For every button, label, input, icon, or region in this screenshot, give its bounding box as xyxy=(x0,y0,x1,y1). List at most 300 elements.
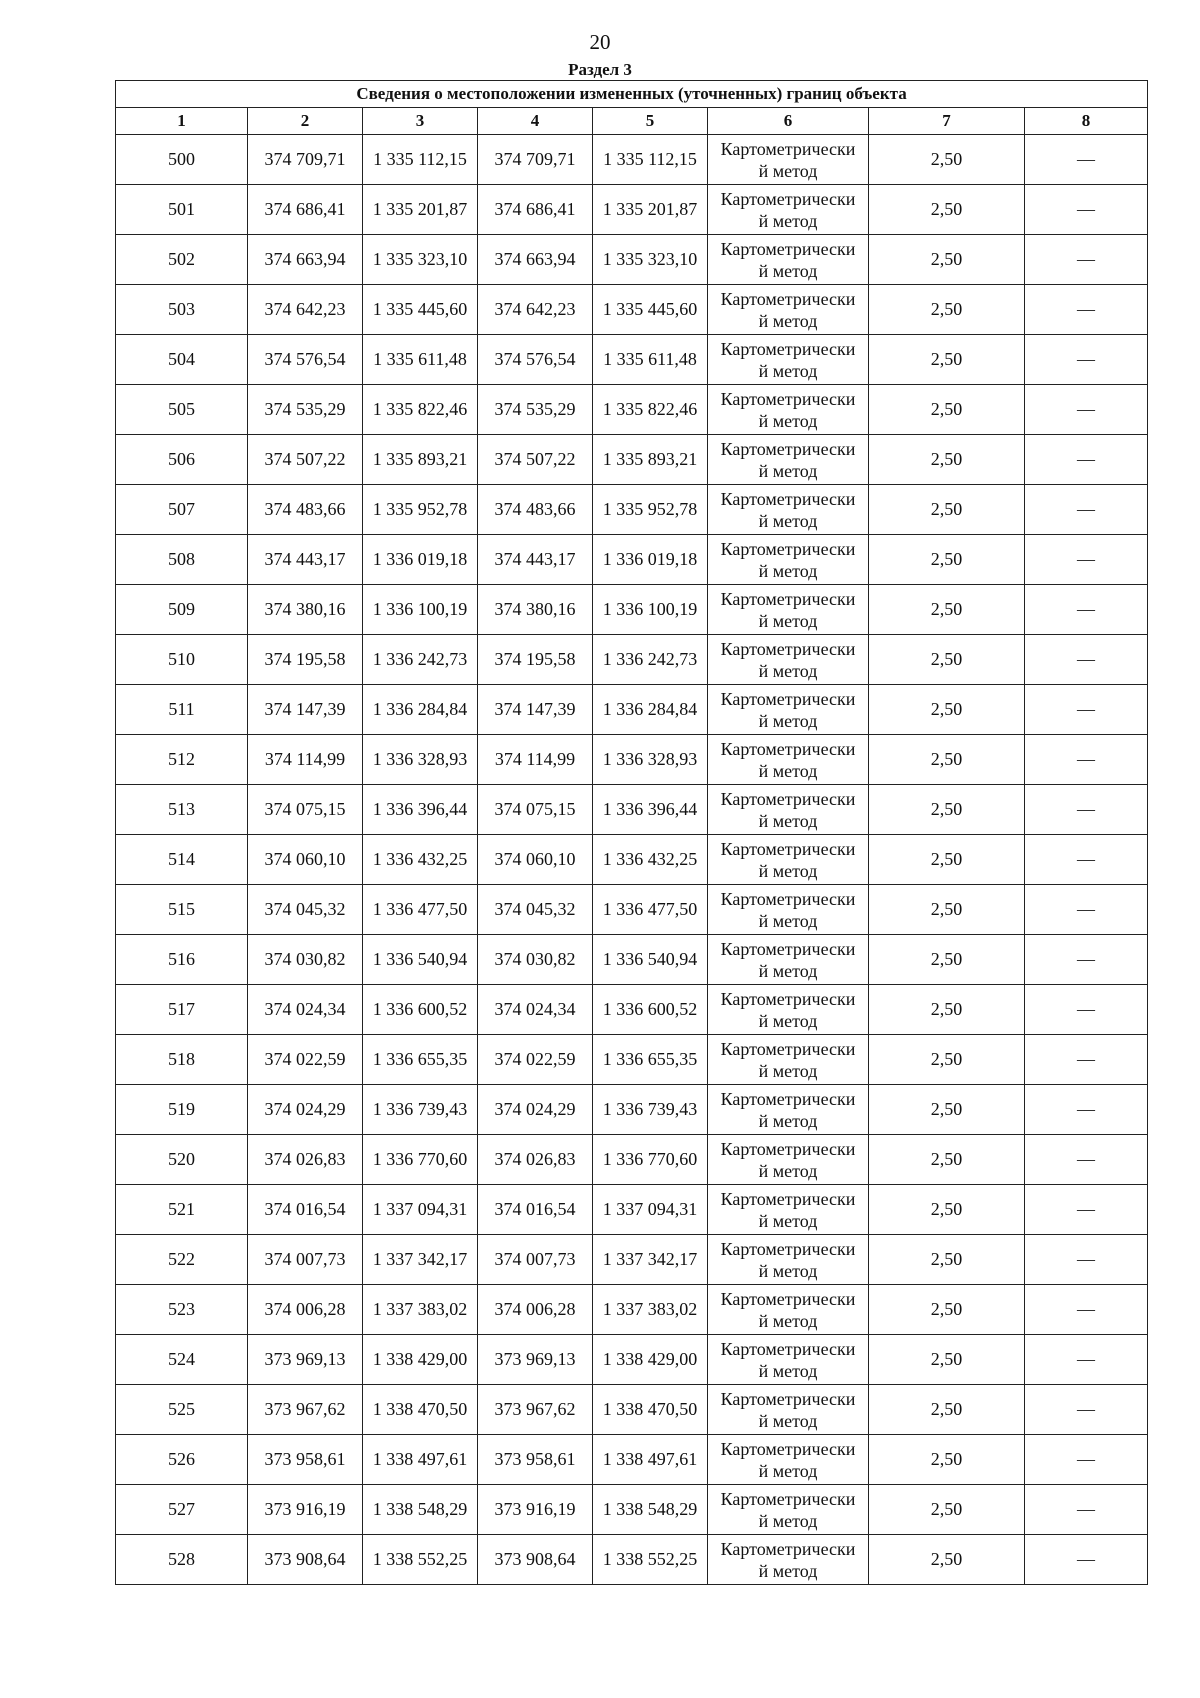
point-number-cell: 517 xyxy=(116,985,248,1035)
accuracy-cell: 2,50 xyxy=(869,1435,1025,1485)
description-cell: — xyxy=(1025,685,1148,735)
table-row xyxy=(116,1385,1148,1435)
y-old-cell: 1 336 432,25 xyxy=(363,835,478,885)
table-row xyxy=(116,285,1148,335)
method-text: Картометрически xyxy=(720,538,856,559)
method-text: й метод xyxy=(758,510,818,531)
x-new-cell: 374 642,23 xyxy=(478,285,593,335)
description-cell: — xyxy=(1025,235,1148,285)
x-old-cell: 374 114,99 xyxy=(248,735,363,785)
point-number-cell: 513 xyxy=(116,785,248,835)
table-row xyxy=(116,235,1148,285)
point-number-cell: 528 xyxy=(116,1535,248,1585)
y-old-cell: 1 337 342,17 xyxy=(363,1235,478,1285)
description-cell: — xyxy=(1025,285,1148,335)
description-cell: — xyxy=(1025,485,1148,535)
y-new-cell: 1 336 655,35 xyxy=(593,1035,708,1085)
method-text: й метод xyxy=(758,860,818,881)
method-text: Картометрически xyxy=(720,888,856,909)
point-number-cell: 507 xyxy=(116,485,248,535)
table-row xyxy=(116,985,1148,1035)
point-number-cell: 502 xyxy=(116,235,248,285)
method-text: й метод xyxy=(758,960,818,981)
method-cell xyxy=(708,135,869,185)
point-number-cell: 506 xyxy=(116,435,248,485)
y-new-cell: 1 335 611,48 xyxy=(593,335,708,385)
method-text: Картометрически xyxy=(720,988,856,1009)
description-cell: — xyxy=(1025,935,1148,985)
table-caption: Сведения о местоположении измененных (уточненных) границ объекта xyxy=(116,81,1148,108)
x-new-cell: 374 663,94 xyxy=(478,235,593,285)
accuracy-cell: 2,50 xyxy=(869,985,1025,1035)
y-new-cell: 1 337 094,31 xyxy=(593,1185,708,1235)
column-header: 6 xyxy=(708,108,869,135)
method-text: й метод xyxy=(758,1010,818,1031)
x-new-cell: 373 958,61 xyxy=(478,1435,593,1485)
method-cell xyxy=(708,1285,869,1335)
table-row xyxy=(116,1135,1148,1185)
section-title: Раздел 3 xyxy=(568,60,632,79)
x-new-cell: 374 686,41 xyxy=(478,185,593,235)
method-cell xyxy=(708,535,869,585)
method-cell xyxy=(708,335,869,385)
y-new-cell: 1 335 952,78 xyxy=(593,485,708,535)
description-cell: — xyxy=(1025,1385,1148,1435)
method-text: й метод xyxy=(758,210,818,231)
method-cell xyxy=(708,985,869,1035)
y-new-cell: 1 335 112,15 xyxy=(593,135,708,185)
y-new-cell: 1 337 342,17 xyxy=(593,1235,708,1285)
accuracy-cell: 2,50 xyxy=(869,1285,1025,1335)
description-cell: — xyxy=(1025,385,1148,435)
method-cell xyxy=(708,585,869,635)
table-row xyxy=(116,1285,1148,1335)
point-number-cell: 514 xyxy=(116,835,248,885)
y-old-cell: 1 335 822,46 xyxy=(363,385,478,435)
accuracy-cell: 2,50 xyxy=(869,235,1025,285)
description-cell: — xyxy=(1025,1535,1148,1585)
table-row xyxy=(116,885,1148,935)
x-old-cell: 374 075,15 xyxy=(248,785,363,835)
x-old-cell: 373 967,62 xyxy=(248,1385,363,1435)
x-new-cell: 373 967,62 xyxy=(478,1385,593,1435)
x-new-cell: 374 195,58 xyxy=(478,635,593,685)
x-new-cell: 374 045,32 xyxy=(478,885,593,935)
x-old-cell: 374 030,82 xyxy=(248,935,363,985)
x-new-cell: 374 507,22 xyxy=(478,435,593,485)
accuracy-cell: 2,50 xyxy=(869,1235,1025,1285)
y-old-cell: 1 336 600,52 xyxy=(363,985,478,1035)
y-new-cell: 1 336 432,25 xyxy=(593,835,708,885)
method-text: Картометрически xyxy=(720,638,856,659)
table-row xyxy=(116,185,1148,235)
y-old-cell: 1 336 540,94 xyxy=(363,935,478,985)
table-row xyxy=(116,1185,1148,1235)
method-text: Картометрически xyxy=(720,1488,856,1509)
x-new-cell: 374 443,17 xyxy=(478,535,593,585)
point-number-cell: 523 xyxy=(116,1285,248,1335)
method-text: Картометрически xyxy=(720,838,856,859)
x-new-cell: 374 022,59 xyxy=(478,1035,593,1085)
method-cell xyxy=(708,835,869,885)
accuracy-cell: 2,50 xyxy=(869,485,1025,535)
method-text: Картометрически xyxy=(720,738,856,759)
x-old-cell: 374 026,83 xyxy=(248,1135,363,1185)
point-number-cell: 511 xyxy=(116,685,248,735)
y-new-cell: 1 336 739,43 xyxy=(593,1085,708,1135)
method-text: Картометрически xyxy=(720,1288,856,1309)
accuracy-cell: 2,50 xyxy=(869,1035,1025,1085)
method-cell xyxy=(708,1385,869,1435)
description-cell: — xyxy=(1025,985,1148,1035)
description-cell: — xyxy=(1025,1235,1148,1285)
method-text: Картометрически xyxy=(720,338,856,359)
method-cell xyxy=(708,735,869,785)
point-number-cell: 516 xyxy=(116,935,248,985)
method-text: й метод xyxy=(758,1410,818,1431)
page-number: 20 xyxy=(589,30,611,54)
method-cell xyxy=(708,1135,869,1185)
accuracy-cell: 2,50 xyxy=(869,285,1025,335)
table-row xyxy=(116,1085,1148,1135)
method-cell xyxy=(708,1085,869,1135)
table-row xyxy=(116,1435,1148,1485)
x-new-cell: 374 024,29 xyxy=(478,1085,593,1135)
method-text: й метод xyxy=(758,610,818,631)
method-text: й метод xyxy=(758,1310,818,1331)
y-new-cell: 1 336 019,18 xyxy=(593,535,708,585)
y-old-cell: 1 338 470,50 xyxy=(363,1385,478,1435)
accuracy-cell: 2,50 xyxy=(869,135,1025,185)
method-text: Картометрически xyxy=(720,588,856,609)
x-old-cell: 374 024,34 xyxy=(248,985,363,1035)
column-header: 4 xyxy=(478,108,593,135)
method-cell xyxy=(708,885,869,935)
method-cell xyxy=(708,785,869,835)
method-text: Картометрически xyxy=(720,1538,856,1559)
description-cell: — xyxy=(1025,1435,1148,1485)
description-cell: — xyxy=(1025,1085,1148,1135)
y-old-cell: 1 335 952,78 xyxy=(363,485,478,535)
column-header: 1 xyxy=(116,108,248,135)
point-number-cell: 519 xyxy=(116,1085,248,1135)
x-new-cell: 374 535,29 xyxy=(478,385,593,435)
column-header: 7 xyxy=(869,108,1025,135)
x-new-cell: 374 114,99 xyxy=(478,735,593,785)
y-old-cell: 1 335 445,60 xyxy=(363,285,478,335)
y-new-cell: 1 335 201,87 xyxy=(593,185,708,235)
x-new-cell: 374 030,82 xyxy=(478,935,593,985)
x-new-cell: 374 060,10 xyxy=(478,835,593,885)
description-cell: — xyxy=(1025,185,1148,235)
method-cell xyxy=(708,185,869,235)
column-header-row xyxy=(116,108,1148,135)
x-old-cell: 374 483,66 xyxy=(248,485,363,535)
x-old-cell: 374 022,59 xyxy=(248,1035,363,1085)
x-old-cell: 373 958,61 xyxy=(248,1435,363,1485)
method-text: й метод xyxy=(758,1060,818,1081)
table-row xyxy=(116,1235,1148,1285)
point-number-cell: 512 xyxy=(116,735,248,785)
y-old-cell: 1 335 893,21 xyxy=(363,435,478,485)
method-text: й метод xyxy=(758,1210,818,1231)
method-text: Картометрически xyxy=(720,688,856,709)
point-number-cell: 520 xyxy=(116,1135,248,1185)
y-new-cell: 1 336 242,73 xyxy=(593,635,708,685)
y-old-cell: 1 336 739,43 xyxy=(363,1085,478,1135)
point-number-cell: 501 xyxy=(116,185,248,235)
y-new-cell: 1 335 323,10 xyxy=(593,235,708,285)
accuracy-cell: 2,50 xyxy=(869,1085,1025,1135)
accuracy-cell: 2,50 xyxy=(869,335,1025,385)
table-row xyxy=(116,1485,1148,1535)
y-new-cell: 1 338 470,50 xyxy=(593,1385,708,1435)
method-cell xyxy=(708,1185,869,1235)
table-row xyxy=(116,385,1148,435)
y-new-cell: 1 338 552,25 xyxy=(593,1535,708,1585)
point-number-cell: 525 xyxy=(116,1385,248,1435)
table-row xyxy=(116,785,1148,835)
description-cell: — xyxy=(1025,585,1148,635)
description-cell: — xyxy=(1025,1285,1148,1335)
table-row xyxy=(116,835,1148,885)
point-number-cell: 504 xyxy=(116,335,248,385)
x-old-cell: 374 380,16 xyxy=(248,585,363,635)
y-old-cell: 1 335 201,87 xyxy=(363,185,478,235)
description-cell: — xyxy=(1025,335,1148,385)
x-old-cell: 374 006,28 xyxy=(248,1285,363,1335)
method-text: Картометрически xyxy=(720,938,856,959)
description-cell: — xyxy=(1025,835,1148,885)
x-old-cell: 374 663,94 xyxy=(248,235,363,285)
x-new-cell: 374 016,54 xyxy=(478,1185,593,1235)
x-old-cell: 374 195,58 xyxy=(248,635,363,685)
description-cell: — xyxy=(1025,1185,1148,1235)
x-new-cell: 374 576,54 xyxy=(478,335,593,385)
y-old-cell: 1 336 396,44 xyxy=(363,785,478,835)
accuracy-cell: 2,50 xyxy=(869,385,1025,435)
x-old-cell: 373 916,19 xyxy=(248,1485,363,1535)
method-text: Картометрически xyxy=(720,1238,856,1259)
accuracy-cell: 2,50 xyxy=(869,1135,1025,1185)
method-text: Картометрически xyxy=(720,788,856,809)
method-cell xyxy=(708,1035,869,1085)
x-old-cell: 374 016,54 xyxy=(248,1185,363,1235)
table-row xyxy=(116,685,1148,735)
method-cell xyxy=(708,485,869,535)
y-old-cell: 1 338 497,61 xyxy=(363,1435,478,1485)
y-new-cell: 1 335 822,46 xyxy=(593,385,708,435)
x-old-cell: 374 024,29 xyxy=(248,1085,363,1135)
x-new-cell: 374 380,16 xyxy=(478,585,593,635)
y-old-cell: 1 338 548,29 xyxy=(363,1485,478,1535)
column-header: 2 xyxy=(248,108,363,135)
method-text: Картометрически xyxy=(720,1338,856,1359)
description-cell: — xyxy=(1025,735,1148,785)
method-cell xyxy=(708,1485,869,1535)
x-new-cell: 374 075,15 xyxy=(478,785,593,835)
accuracy-cell: 2,50 xyxy=(869,885,1025,935)
x-new-cell: 374 147,39 xyxy=(478,685,593,735)
description-cell: — xyxy=(1025,885,1148,935)
table-row xyxy=(116,535,1148,585)
table-row xyxy=(116,935,1148,985)
method-text: Картометрически xyxy=(720,1188,856,1209)
point-number-cell: 508 xyxy=(116,535,248,585)
point-number-cell: 500 xyxy=(116,135,248,185)
y-new-cell: 1 336 284,84 xyxy=(593,685,708,735)
method-text: й метод xyxy=(758,660,818,681)
method-cell xyxy=(708,1535,869,1585)
y-new-cell: 1 336 396,44 xyxy=(593,785,708,835)
method-cell xyxy=(708,1235,869,1285)
x-old-cell: 374 007,73 xyxy=(248,1235,363,1285)
method-text: Картометрически xyxy=(720,1388,856,1409)
method-cell xyxy=(708,385,869,435)
y-old-cell: 1 337 383,02 xyxy=(363,1285,478,1335)
accuracy-cell: 2,50 xyxy=(869,1485,1025,1535)
accuracy-cell: 2,50 xyxy=(869,935,1025,985)
x-new-cell: 373 969,13 xyxy=(478,1335,593,1385)
accuracy-cell: 2,50 xyxy=(869,785,1025,835)
method-text: й метод xyxy=(758,1160,818,1181)
x-old-cell: 374 709,71 xyxy=(248,135,363,185)
method-cell xyxy=(708,685,869,735)
y-new-cell: 1 338 497,61 xyxy=(593,1435,708,1485)
point-number-cell: 524 xyxy=(116,1335,248,1385)
x-new-cell: 374 007,73 xyxy=(478,1235,593,1285)
method-text: Картометрически xyxy=(720,1038,856,1059)
x-new-cell: 373 916,19 xyxy=(478,1485,593,1535)
point-number-cell: 522 xyxy=(116,1235,248,1285)
method-cell xyxy=(708,1335,869,1385)
table-row xyxy=(116,1335,1148,1385)
table-row xyxy=(116,335,1148,385)
accuracy-cell: 2,50 xyxy=(869,1535,1025,1585)
accuracy-cell: 2,50 xyxy=(869,185,1025,235)
method-cell xyxy=(708,235,869,285)
accuracy-cell: 2,50 xyxy=(869,735,1025,785)
x-new-cell: 373 908,64 xyxy=(478,1535,593,1585)
y-new-cell: 1 335 445,60 xyxy=(593,285,708,335)
accuracy-cell: 2,50 xyxy=(869,685,1025,735)
point-number-cell: 503 xyxy=(116,285,248,335)
method-text: й метод xyxy=(758,810,818,831)
y-old-cell: 1 336 100,19 xyxy=(363,585,478,635)
method-text: й метод xyxy=(758,1110,818,1131)
method-cell xyxy=(708,435,869,485)
method-text: й метод xyxy=(758,310,818,331)
method-text: Картометрически xyxy=(720,1438,856,1459)
method-text: Картометрически xyxy=(720,188,856,209)
method-text: й метод xyxy=(758,910,818,931)
x-old-cell: 374 642,23 xyxy=(248,285,363,335)
method-text: й метод xyxy=(758,1460,818,1481)
accuracy-cell: 2,50 xyxy=(869,435,1025,485)
point-number-cell: 521 xyxy=(116,1185,248,1235)
x-old-cell: 374 535,29 xyxy=(248,385,363,435)
point-number-cell: 510 xyxy=(116,635,248,685)
x-old-cell: 374 507,22 xyxy=(248,435,363,485)
x-old-cell: 373 908,64 xyxy=(248,1535,363,1585)
y-old-cell: 1 336 284,84 xyxy=(363,685,478,735)
point-number-cell: 527 xyxy=(116,1485,248,1535)
y-new-cell: 1 338 548,29 xyxy=(593,1485,708,1535)
method-text: й метод xyxy=(758,760,818,781)
y-old-cell: 1 338 552,25 xyxy=(363,1535,478,1585)
x-new-cell: 374 024,34 xyxy=(478,985,593,1035)
x-old-cell: 374 443,17 xyxy=(248,535,363,585)
accuracy-cell: 2,50 xyxy=(869,585,1025,635)
description-cell: — xyxy=(1025,435,1148,485)
method-cell xyxy=(708,635,869,685)
y-old-cell: 1 335 611,48 xyxy=(363,335,478,385)
accuracy-cell: 2,50 xyxy=(869,1185,1025,1235)
y-new-cell: 1 336 328,93 xyxy=(593,735,708,785)
y-new-cell: 1 336 600,52 xyxy=(593,985,708,1035)
column-header: 8 xyxy=(1025,108,1148,135)
method-text: й метод xyxy=(758,1560,818,1581)
description-cell: — xyxy=(1025,1135,1148,1185)
table-row xyxy=(116,1035,1148,1085)
method-text: й метод xyxy=(758,160,818,181)
y-old-cell: 1 336 477,50 xyxy=(363,885,478,935)
method-text: й метод xyxy=(758,1260,818,1281)
y-old-cell: 1 336 019,18 xyxy=(363,535,478,585)
x-new-cell: 374 006,28 xyxy=(478,1285,593,1335)
method-text: Картометрически xyxy=(720,388,856,409)
description-cell: — xyxy=(1025,635,1148,685)
method-text: Картометрически xyxy=(720,488,856,509)
accuracy-cell: 2,50 xyxy=(869,535,1025,585)
table-row xyxy=(116,435,1148,485)
point-number-cell: 505 xyxy=(116,385,248,435)
x-old-cell: 374 686,41 xyxy=(248,185,363,235)
description-cell: — xyxy=(1025,1485,1148,1535)
method-text: Картометрически xyxy=(720,438,856,459)
y-new-cell: 1 336 540,94 xyxy=(593,935,708,985)
point-number-cell: 518 xyxy=(116,1035,248,1085)
x-new-cell: 374 026,83 xyxy=(478,1135,593,1185)
x-old-cell: 373 969,13 xyxy=(248,1335,363,1385)
description-cell: — xyxy=(1025,535,1148,585)
column-header: 5 xyxy=(593,108,708,135)
description-cell: — xyxy=(1025,785,1148,835)
y-new-cell: 1 336 100,19 xyxy=(593,585,708,635)
method-text: й метод xyxy=(758,1510,818,1531)
y-old-cell: 1 336 328,93 xyxy=(363,735,478,785)
method-text: й метод xyxy=(758,410,818,431)
point-number-cell: 509 xyxy=(116,585,248,635)
accuracy-cell: 2,50 xyxy=(869,1335,1025,1385)
table-row xyxy=(116,735,1148,785)
accuracy-cell: 2,50 xyxy=(869,835,1025,885)
y-old-cell: 1 336 655,35 xyxy=(363,1035,478,1085)
method-text: Картометрически xyxy=(720,1088,856,1109)
table-row xyxy=(116,135,1148,185)
coordinates-table xyxy=(115,80,1148,1585)
method-text: й метод xyxy=(758,360,818,381)
y-old-cell: 1 335 323,10 xyxy=(363,235,478,285)
y-new-cell: 1 336 770,60 xyxy=(593,1135,708,1185)
x-old-cell: 374 045,32 xyxy=(248,885,363,935)
table-row xyxy=(116,635,1148,685)
x-new-cell: 374 709,71 xyxy=(478,135,593,185)
point-number-cell: 515 xyxy=(116,885,248,935)
description-cell: — xyxy=(1025,1335,1148,1385)
table-row xyxy=(116,1535,1148,1585)
description-cell: — xyxy=(1025,1035,1148,1085)
